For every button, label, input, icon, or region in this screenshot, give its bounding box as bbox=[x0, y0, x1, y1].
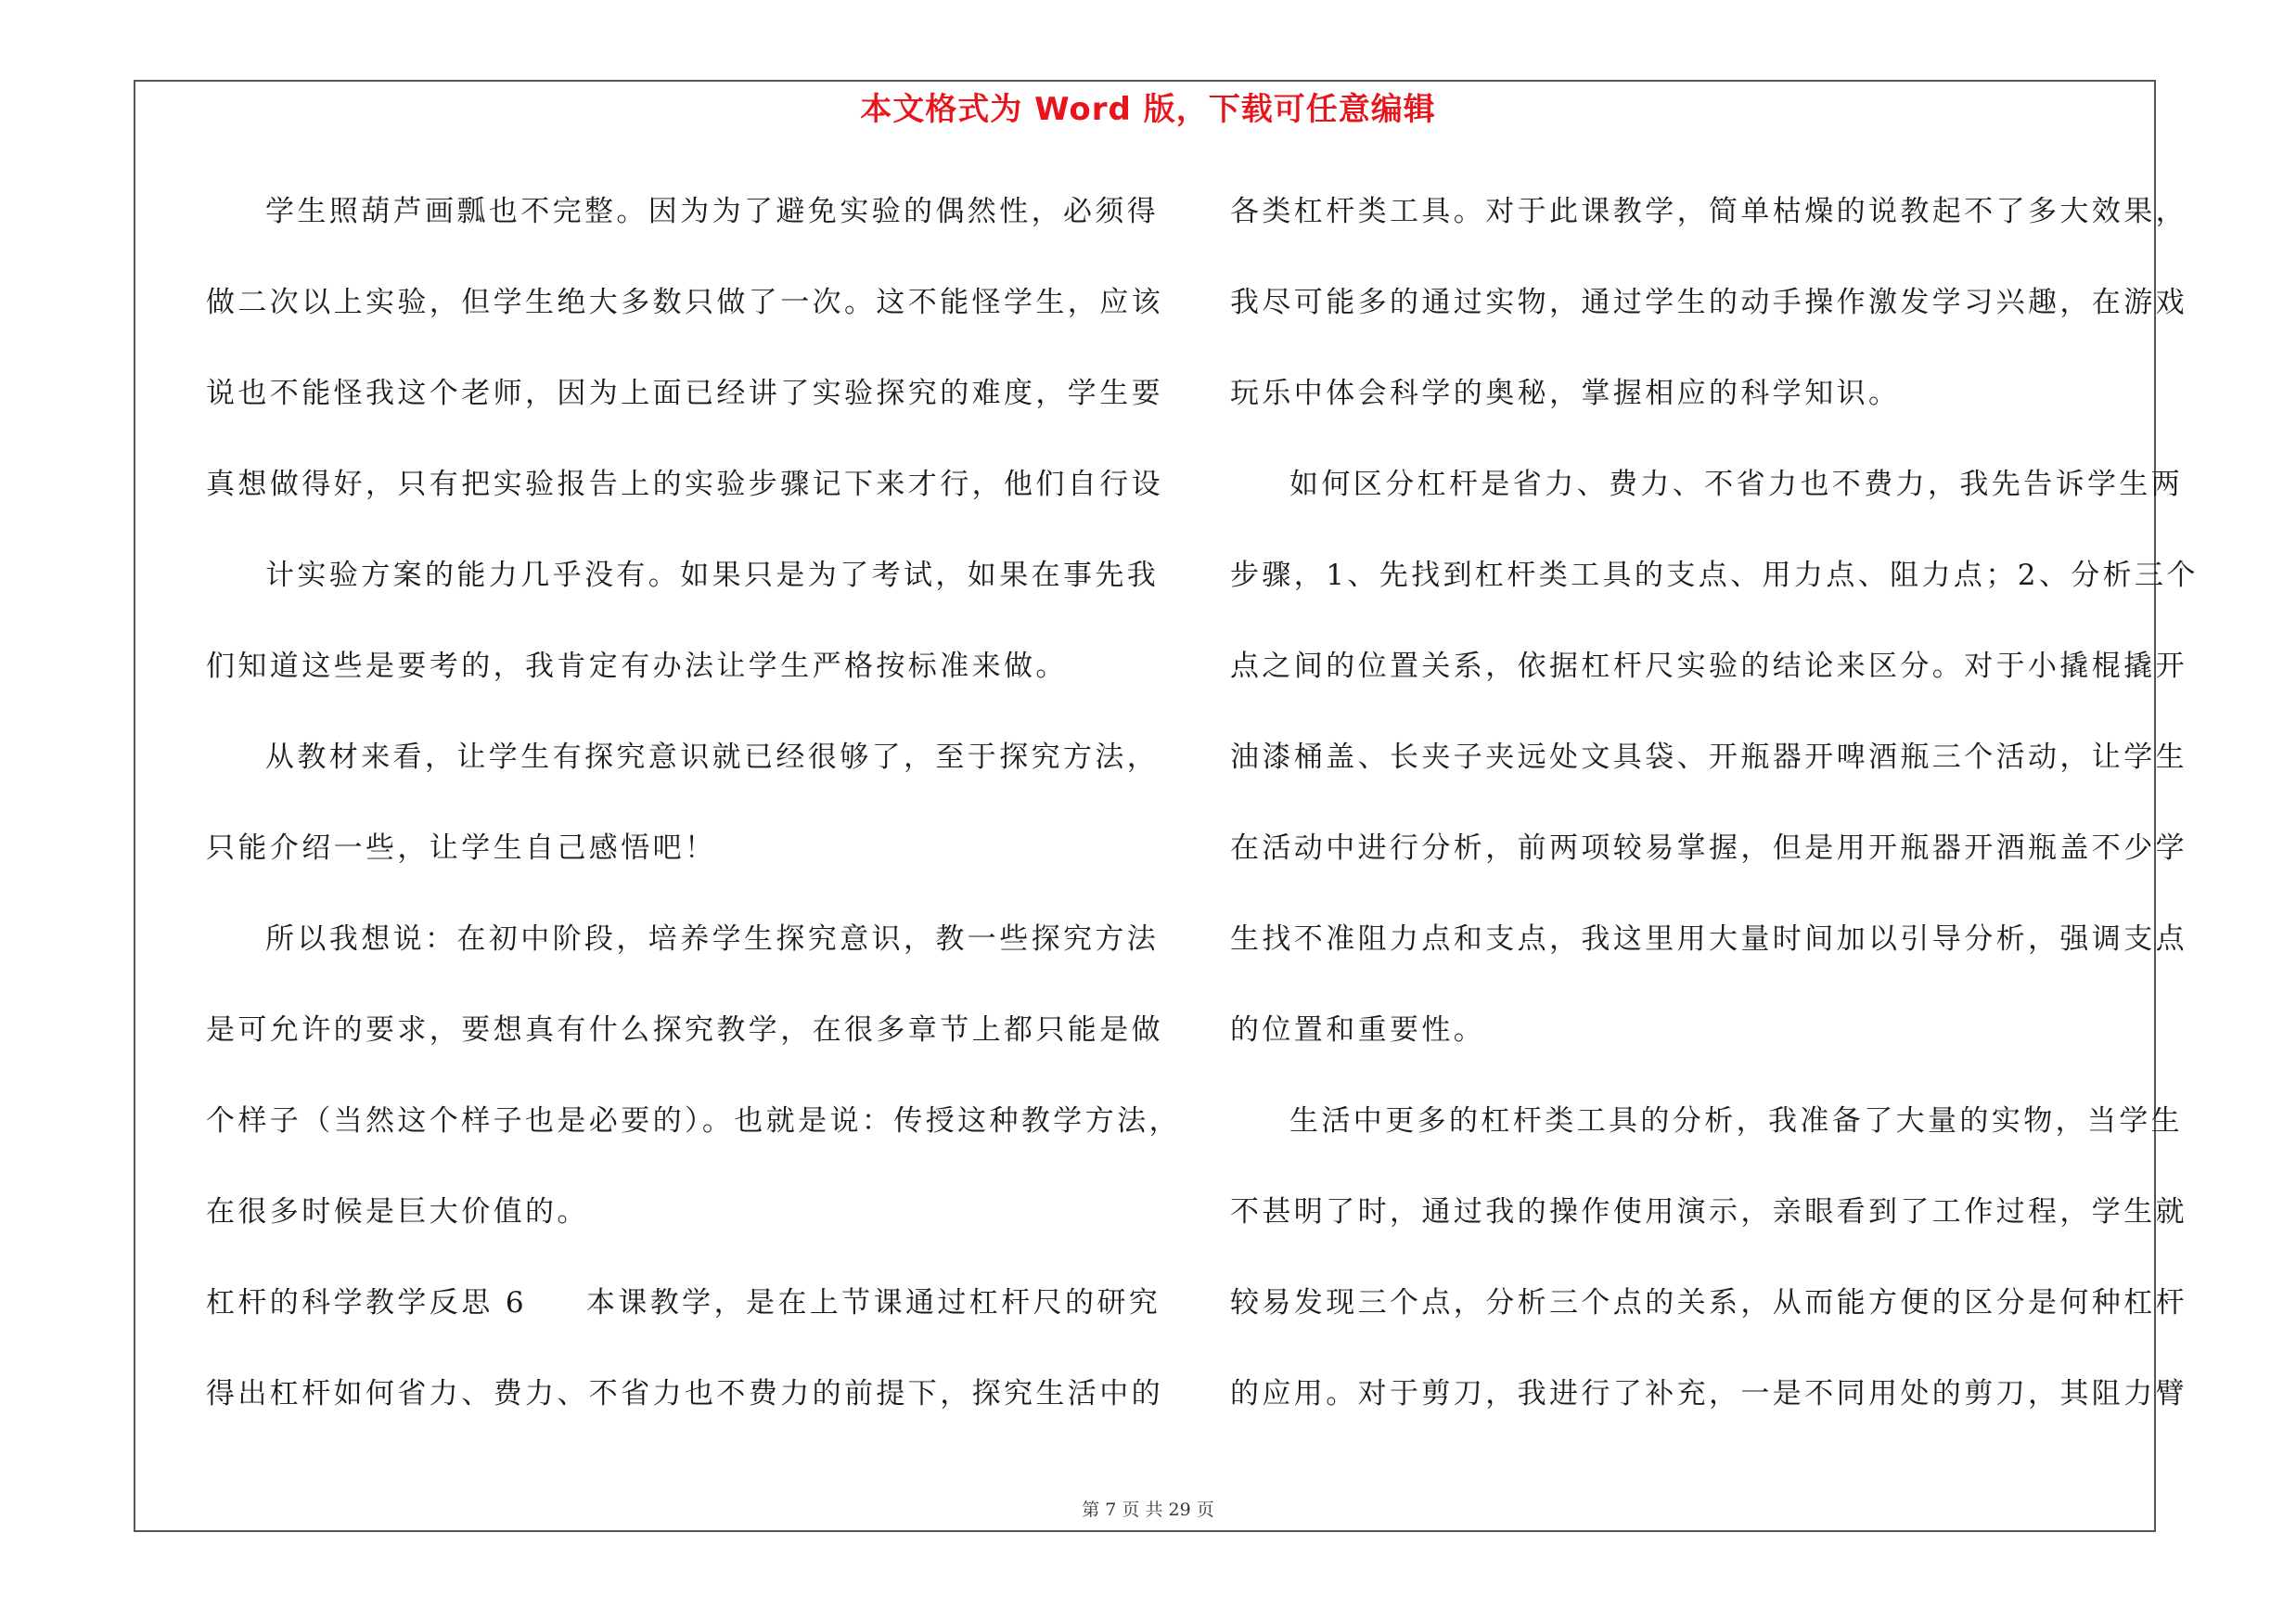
section-heading-line bbox=[206, 1275, 1161, 1366]
paragraph-line: 真想做得好，只有把实验报告上的实验步骤记下来才行，他们自行设 bbox=[206, 468, 1163, 501]
right-column bbox=[1230, 184, 2199, 1457]
paragraph-line: 油漆桶盖、长夹子夹远处文具袋、开瓶器开啤酒瓶三个活动，让学生 bbox=[1230, 741, 2187, 774]
left-column bbox=[206, 184, 1181, 1457]
paragraph-line: 不甚明了时，通过我的操作使用演示，亲眼看到了工作过程，学生就 bbox=[1230, 1195, 2187, 1229]
paragraph-line: 的应用。对于剪刀，我进行了补充，一是不同用处的剪刀，其阻力臂 bbox=[1230, 1377, 2187, 1410]
paragraph-line: 在活动中进行分析，前两项较易掌握，但是用开瓶器开酒瓶盖不少学 bbox=[1230, 831, 2187, 865]
paragraph-line: 较易发现三个点，分析三个点的关系，从而能方便的区分是何种杠杆 bbox=[1230, 1286, 2187, 1320]
paragraph-line: 做二次以上实验，但学生绝大多数只做了一次。这不能怪学生，应该 bbox=[206, 286, 1163, 319]
paragraph-line: 生活中更多的杠杆类工具的分析，我准备了大量的实物，当学生 bbox=[1289, 1104, 2184, 1138]
paragraph-line: 点之间的位置关系，依据杠杆尺实验的结论来区分。对于小撬棍撬开 bbox=[1230, 650, 2187, 683]
header-title: 本文格式为 Word 版，下载可任意编辑 bbox=[860, 91, 1436, 128]
paragraph-line: 们知道这些是要考的，我肯定有办法让学生严格按标准来做。 bbox=[206, 650, 1068, 683]
paragraph-line: 从教材来看，让学生有探究意识就已经很够了，至于探究方法， bbox=[265, 741, 1160, 774]
paragraph-line: 生找不准阻力点和支点，我这里用大量时间加以引导分析，强调支点 bbox=[1230, 922, 2187, 956]
paragraph-line: 如何区分杠杆是省力、费力、不省力也不费力，我先告诉学生两 bbox=[1289, 468, 2184, 501]
paragraph-line: 各类杠杆类工具。对于此课教学，简单枯燥的说教起不了多大效果， bbox=[1230, 195, 2187, 228]
paragraph-line: 所以我想说：在初中阶段，培养学生探究意识，教一些探究方法 bbox=[265, 922, 1160, 956]
paragraph-line: 得出杠杆如何省力、费力、不省力也不费力的前提下，探究生活中的 bbox=[206, 1377, 1163, 1410]
paragraph-line: 学生照葫芦画瓢也不完整。因为为了避免实验的偶然性，必须得 bbox=[265, 195, 1160, 228]
page-number: 第 7 页 共 29 页 bbox=[1082, 1500, 1214, 1520]
paragraph-line: 说也不能怪我这个老师，因为上面已经讲了实验探究的难度，学生要 bbox=[206, 377, 1163, 410]
paragraph-line: 计实验方案的能力几乎没有。如果只是为了考试，如果在事先我 bbox=[265, 559, 1160, 592]
paragraph-line: 玩乐中体会科学的奥秘，掌握相应的科学知识。 bbox=[1230, 377, 1901, 410]
section-first-text: 本课教学，是在上节课通过杠杆尺的研究 bbox=[585, 1286, 1161, 1320]
section-heading: 杠杆的科学教学反思 6 bbox=[206, 1286, 527, 1320]
paragraph-line: 是可允许的要求，要想真有什么探究教学，在很多章节上都只能是做 bbox=[206, 1013, 1163, 1047]
paragraph-line: 个样子（当然这个样子也是必要的）。也就是说：传授这种教学方法， bbox=[206, 1104, 1181, 1138]
paragraph-line: 我尽可能多的通过实物，通过学生的动手操作激发学习兴趣，在游戏 bbox=[1230, 286, 2187, 319]
paragraph-line: 步骤，1、先找到杠杆类工具的支点、用力点、阻力点；2、分析三个 bbox=[1230, 559, 2199, 592]
paragraph-line: 只能介绍一些，让学生自己感悟吧！ bbox=[206, 831, 717, 865]
paragraph-line: 在很多时候是巨大价值的。 bbox=[206, 1195, 589, 1229]
paragraph-line: 的位置和重要性。 bbox=[1230, 1013, 1486, 1047]
